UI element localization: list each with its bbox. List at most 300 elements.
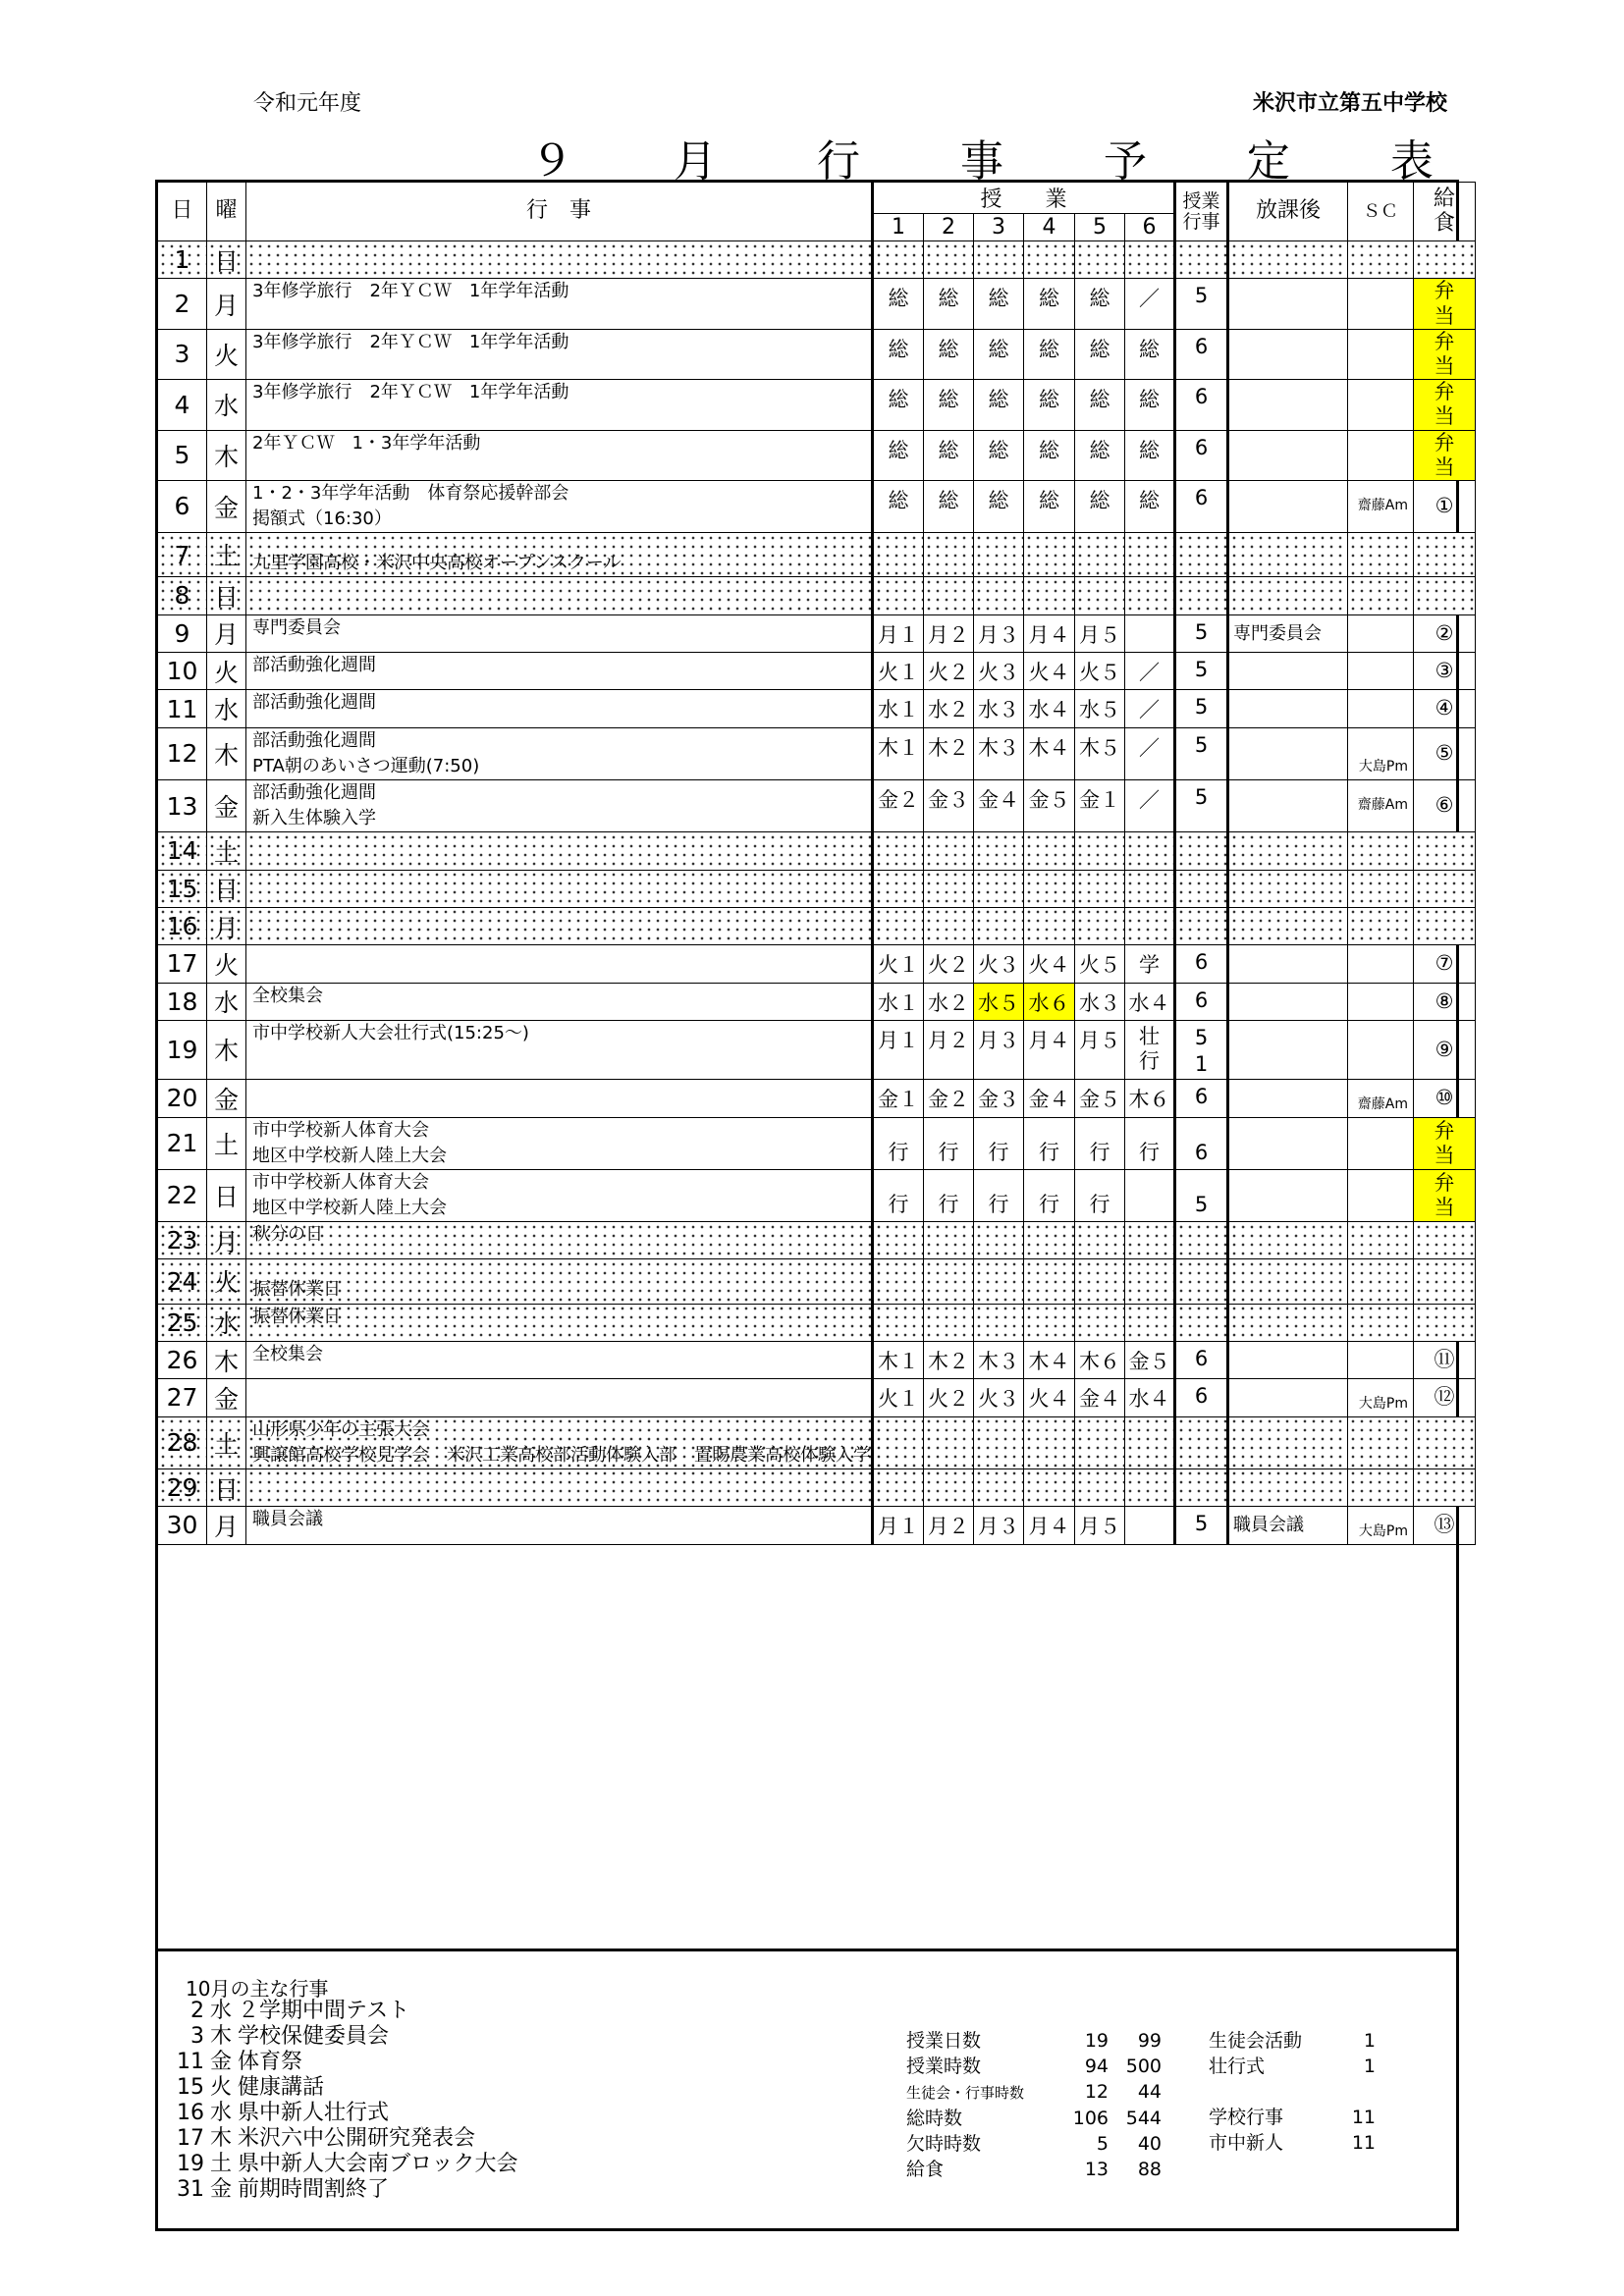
lunch-cell: ⑥ — [1414, 779, 1476, 831]
october-event-item — [173, 2177, 518, 2203]
period-cell: 総 — [1024, 480, 1075, 532]
event-line: 九里学園高校・米沢中央高校オープンスクール — [252, 553, 622, 574]
schedule-row — [158, 241, 1476, 279]
event-cell — [246, 1021, 873, 1080]
period-cell: 火４ — [1024, 1379, 1075, 1416]
day-cell: 10 — [158, 652, 207, 689]
october-event-weekday: 水 — [209, 2101, 232, 2125]
after-school-cell: 職員会議 — [1228, 1507, 1348, 1544]
period-cell — [1075, 907, 1125, 944]
sc-cell — [1348, 1169, 1414, 1221]
october-event-text: 県中新人大会南ブロック大会 — [238, 2152, 518, 2176]
activity-stats-block — [1209, 2028, 1376, 2156]
class-count-cell: 6 — [1175, 1341, 1228, 1378]
event-cell — [246, 241, 873, 279]
period-cell: ／ — [1125, 779, 1175, 831]
period-cell — [974, 1416, 1024, 1468]
weekday-cell: 水 — [207, 380, 246, 430]
period-cell: 総 — [1024, 279, 1075, 329]
schedule-row — [158, 1507, 1476, 1544]
class-count-cell — [1175, 1304, 1228, 1341]
after-school-cell — [1228, 1222, 1348, 1259]
col-header-period: 1 — [873, 214, 924, 241]
class-count-cell: 6 — [1175, 329, 1228, 379]
period-cell: 火４ — [1024, 945, 1075, 983]
period-cell: 火２ — [924, 945, 974, 983]
event-cell — [246, 1117, 873, 1169]
lunch-cell: ⑧ — [1414, 983, 1476, 1020]
weekday-cell: 日 — [207, 241, 246, 279]
period-cell: 金４ — [1024, 1079, 1075, 1117]
period-cell: 総 — [974, 380, 1024, 430]
period-cell: 金２ — [924, 1079, 974, 1117]
after-school-cell — [1228, 241, 1348, 279]
after-school-cell — [1228, 533, 1348, 577]
period-cell: 火４ — [1024, 652, 1075, 689]
october-event-weekday: 金 — [209, 2050, 232, 2074]
period-cell — [1125, 614, 1175, 652]
period-cell — [1024, 533, 1075, 577]
october-event-day: 16 — [177, 2101, 204, 2125]
october-event-weekday: 火 — [209, 2075, 232, 2100]
after-school-cell — [1228, 727, 1348, 779]
after-school-cell: 専門委員会 — [1228, 614, 1348, 652]
event-line: 市中学校新人大会壮行式(15:25～) — [252, 1023, 529, 1044]
october-event-weekday: 土 — [209, 2152, 232, 2176]
class-count-cell: 6 — [1175, 380, 1228, 430]
event-cell — [246, 1507, 873, 1544]
event-line — [252, 533, 871, 551]
period-cell — [1075, 1222, 1125, 1259]
period-cell — [1125, 870, 1175, 907]
event-line: 掲額式（16:30） — [252, 507, 392, 529]
period-cell: 水４ — [1125, 1379, 1175, 1416]
period-cell: 月４ — [1024, 1021, 1075, 1080]
period-cell: 総 — [924, 430, 974, 480]
day-cell: 30 — [158, 1507, 207, 1544]
schedule-row — [158, 480, 1476, 532]
period-cell: 水１ — [873, 690, 924, 727]
period-cell: 総 — [873, 279, 924, 329]
event-line: 地区中学校新人陸上大会 — [252, 1197, 447, 1218]
day-cell: 17 — [158, 945, 207, 983]
october-event-item — [173, 2075, 518, 2101]
event-cell — [246, 430, 873, 480]
weekday-cell: 火 — [207, 1259, 246, 1304]
period-cell: 金５ — [1075, 1079, 1125, 1117]
period-cell: ／ — [1125, 279, 1175, 329]
col-header-after-school: 放課後 — [1228, 183, 1348, 241]
sc-cell — [1348, 380, 1414, 430]
event-line: 秋分の日 — [252, 1224, 323, 1246]
after-school-cell — [1228, 1079, 1348, 1117]
period-cell: 総 — [1075, 430, 1125, 480]
after-school-cell — [1228, 652, 1348, 689]
fiscal-year: 令和元年度 — [253, 91, 362, 116]
period-cell — [974, 577, 1024, 614]
class-count-cell: 6 — [1175, 430, 1228, 480]
school-name: 米沢市立第五中学校 — [1252, 91, 1447, 116]
period-cell — [924, 241, 974, 279]
event-cell — [246, 1222, 873, 1259]
period-cell: 総 — [974, 329, 1024, 379]
period-cell: 火３ — [974, 652, 1024, 689]
class-count-cell — [1175, 907, 1228, 944]
sc-cell: 齋藤Am — [1348, 1079, 1414, 1117]
stat-month-value: 106 — [1072, 2108, 1109, 2129]
schedule-row — [158, 832, 1476, 870]
schedule-row — [158, 690, 1476, 727]
event-cell — [246, 533, 873, 577]
class-count-cell: 5 — [1175, 727, 1228, 779]
weekday-cell: 金 — [207, 1379, 246, 1416]
period-cell — [974, 241, 1024, 279]
class-count-cell: 5 — [1175, 779, 1228, 831]
after-school-cell — [1228, 1468, 1348, 1506]
schedule-row — [158, 279, 1476, 329]
summary-section — [158, 1949, 1456, 2231]
after-school-cell — [1228, 1169, 1348, 1221]
weekday-cell: 月 — [207, 279, 246, 329]
schedule-row — [158, 1259, 1476, 1304]
period-cell: 木４ — [1024, 727, 1075, 779]
period-cell — [974, 1222, 1024, 1259]
class-count-cell: 6 — [1175, 983, 1228, 1020]
activity-stat-row — [1209, 2079, 1376, 2105]
period-cell — [1024, 1416, 1075, 1468]
class-count-cell: 5 — [1175, 690, 1228, 727]
october-event-day: 2 — [190, 1999, 204, 2023]
lunch-cell: ⑬ — [1414, 1507, 1476, 1544]
col-header-event: 行 事 — [246, 183, 873, 241]
event-line: 地区中学校新人陸上大会 — [252, 1145, 447, 1166]
event-cell — [246, 1341, 873, 1378]
after-school-cell — [1228, 1117, 1348, 1169]
period-cell — [924, 1222, 974, 1259]
class-count-cell: 5 — [1175, 1169, 1228, 1221]
day-cell: 20 — [158, 1079, 207, 1117]
lunch-cell: ⑨ — [1414, 1021, 1476, 1080]
period-cell: 水５ — [974, 983, 1024, 1020]
after-school-cell — [1228, 480, 1348, 532]
stat-total-value: 500 — [1125, 2056, 1162, 2077]
period-cell — [1075, 241, 1125, 279]
stat-label: 授業時数 — [906, 2056, 982, 2077]
stat-total-value: 88 — [1137, 2159, 1162, 2180]
lunch-cell: 弁 当 — [1414, 279, 1476, 329]
day-cell: 11 — [158, 690, 207, 727]
event-line: 振替休業日 — [252, 1279, 341, 1301]
period-cell — [974, 832, 1024, 870]
activity-stat-label: 壮行式 — [1209, 2056, 1266, 2077]
period-cell — [1125, 907, 1175, 944]
day-cell: 23 — [158, 1222, 207, 1259]
period-cell: 木１ — [873, 727, 924, 779]
event-line: 3年修学旅行 2年ＹＣＷ 1年学年活動 — [252, 382, 569, 403]
october-event-day: 11 — [177, 2050, 204, 2074]
lunch-cell — [1414, 1468, 1476, 1506]
day-cell: 15 — [158, 870, 207, 907]
period-cell — [1075, 1468, 1125, 1506]
period-cell — [873, 1259, 924, 1304]
schedule-row — [158, 1021, 1476, 1080]
period-cell — [1024, 870, 1075, 907]
schedule-row — [158, 329, 1476, 379]
period-cell — [1075, 1416, 1125, 1468]
period-cell — [1024, 1259, 1075, 1304]
october-event-item — [173, 1999, 518, 2024]
period-cell — [1125, 241, 1175, 279]
class-count-cell — [1175, 1222, 1228, 1259]
after-school-cell — [1228, 1379, 1348, 1416]
period-cell: 水６ — [1024, 983, 1075, 1020]
period-cell: ／ — [1125, 690, 1175, 727]
day-cell: 14 — [158, 832, 207, 870]
activity-stat-value: 11 — [1351, 2132, 1376, 2154]
event-cell — [246, 832, 873, 870]
sc-cell — [1348, 1222, 1414, 1259]
october-event-weekday: 木 — [209, 2024, 232, 2049]
event-cell — [246, 727, 873, 779]
period-cell: 総 — [873, 380, 924, 430]
schedule-row — [158, 983, 1476, 1020]
period-cell — [924, 1416, 974, 1468]
event-cell — [246, 1169, 873, 1221]
activity-stat-label: 市中新人 — [1209, 2132, 1284, 2154]
period-cell: 行 — [1075, 1169, 1125, 1221]
event-cell — [246, 329, 873, 379]
day-cell: 22 — [158, 1169, 207, 1221]
period-cell — [1125, 1222, 1175, 1259]
period-cell — [1075, 533, 1125, 577]
day-cell: 6 — [158, 480, 207, 532]
october-event-text: 米沢六中公開研究発表会 — [238, 2126, 476, 2151]
after-school-cell — [1228, 279, 1348, 329]
lunch-cell — [1414, 1416, 1476, 1468]
lunch-cell: ⑫ — [1414, 1379, 1476, 1416]
sc-cell — [1348, 652, 1414, 689]
stat-row — [906, 2079, 1162, 2106]
period-cell — [924, 577, 974, 614]
class-count-cell: 6 — [1175, 1079, 1228, 1117]
weekday-cell: 月 — [207, 907, 246, 944]
weekday-cell: 木 — [207, 1341, 246, 1378]
october-event-item — [173, 2101, 518, 2126]
stat-month-value: 13 — [1084, 2159, 1109, 2180]
period-cell: 総 — [924, 279, 974, 329]
activity-stat-row — [1209, 2054, 1376, 2079]
col-header-period: 4 — [1024, 214, 1075, 241]
period-cell — [873, 1416, 924, 1468]
event-cell — [246, 1416, 873, 1468]
weekday-cell: 月 — [207, 1222, 246, 1259]
event-cell — [246, 779, 873, 831]
col-header-classes: 授 業 — [873, 183, 1175, 214]
lunch-cell: 弁 当 — [1414, 1117, 1476, 1169]
schedule-row — [158, 945, 1476, 983]
after-school-cell — [1228, 1021, 1348, 1080]
day-cell: 26 — [158, 1341, 207, 1378]
lunch-cell — [1414, 533, 1476, 577]
october-event-weekday: 金 — [209, 2177, 232, 2202]
schedule-row — [158, 727, 1476, 779]
stat-month-value: 94 — [1084, 2056, 1109, 2077]
period-cell — [873, 870, 924, 907]
period-cell — [873, 533, 924, 577]
schedule-row — [158, 380, 1476, 430]
class-count-cell — [1175, 832, 1228, 870]
stat-label: 生徒会・行事時数 — [906, 2084, 1025, 2102]
day-cell: 7 — [158, 533, 207, 577]
schedule-row — [158, 1341, 1476, 1378]
day-cell: 19 — [158, 1021, 207, 1080]
period-cell: 総 — [873, 430, 924, 480]
lunch-cell: ⑩ — [1414, 1079, 1476, 1117]
lunch-cell — [1414, 907, 1476, 944]
weekday-cell: 木 — [207, 430, 246, 480]
october-title: 10月の主な行事 — [186, 1977, 329, 2001]
stat-month-value: 5 — [1096, 2133, 1109, 2155]
period-cell: 月２ — [924, 614, 974, 652]
col-header-period: 5 — [1075, 214, 1125, 241]
stat-row — [906, 2054, 1162, 2079]
day-cell: 4 — [158, 380, 207, 430]
sc-cell — [1348, 1117, 1414, 1169]
after-school-cell — [1228, 945, 1348, 983]
class-count-cell — [1175, 1259, 1228, 1304]
lunch-cell — [1414, 1259, 1476, 1304]
lunch-cell — [1414, 832, 1476, 870]
sc-cell — [1348, 690, 1414, 727]
period-cell: 火１ — [873, 1379, 924, 1416]
period-cell — [1024, 241, 1075, 279]
stat-total-value: 544 — [1125, 2108, 1162, 2129]
period-cell: 行 — [974, 1117, 1024, 1169]
period-cell: 月３ — [974, 1021, 1024, 1080]
event-line: 職員会議 — [252, 1509, 323, 1530]
sc-cell — [1348, 614, 1414, 652]
sc-cell — [1348, 1468, 1414, 1506]
period-cell: 行 — [1125, 1117, 1175, 1169]
period-cell: 行 — [974, 1169, 1024, 1221]
after-school-cell — [1228, 983, 1348, 1020]
period-cell: 行 — [873, 1117, 924, 1169]
event-line: 部活動強化週間 — [252, 692, 376, 714]
sc-cell — [1348, 870, 1414, 907]
schedule-row — [158, 1079, 1476, 1117]
col-header-period: 6 — [1125, 214, 1175, 241]
class-count-cell: 5 — [1175, 652, 1228, 689]
period-cell: 金５ — [1125, 1341, 1175, 1378]
october-event-item — [173, 2050, 518, 2075]
october-event-item — [173, 2126, 518, 2152]
period-cell: 月３ — [974, 614, 1024, 652]
period-cell: 月２ — [924, 1021, 974, 1080]
event-cell — [246, 480, 873, 532]
event-line: 部活動強化週間 — [252, 781, 376, 803]
period-cell: 月４ — [1024, 614, 1075, 652]
period-cell — [1125, 1259, 1175, 1304]
october-event-item — [173, 2152, 518, 2177]
period-cell: 総 — [924, 380, 974, 430]
period-cell: 木３ — [974, 727, 1024, 779]
period-cell — [873, 577, 924, 614]
period-cell: 行 — [924, 1117, 974, 1169]
period-cell: 火２ — [924, 1379, 974, 1416]
period-cell: 火２ — [924, 652, 974, 689]
weekday-cell: 水 — [207, 1304, 246, 1341]
period-cell: 月４ — [1024, 1507, 1075, 1544]
day-cell: 18 — [158, 983, 207, 1020]
period-cell: 木５ — [1075, 727, 1125, 779]
period-cell: 総 — [974, 430, 1024, 480]
event-cell — [246, 279, 873, 329]
event-cell — [246, 1079, 873, 1117]
day-cell: 28 — [158, 1416, 207, 1468]
lunch-cell: 弁 当 — [1414, 380, 1476, 430]
class-count-cell — [1175, 533, 1228, 577]
period-cell: 火１ — [873, 945, 924, 983]
period-cell — [1125, 1169, 1175, 1221]
event-cell — [246, 690, 873, 727]
period-cell: 金３ — [974, 1079, 1024, 1117]
class-count-cell — [1175, 1416, 1228, 1468]
event-line: 市中学校新人体育大会 — [252, 1119, 429, 1141]
period-cell: 総 — [1125, 430, 1175, 480]
event-line: 興譲館高校学校見学会 米沢工業高校部活動体験入部 置賜農業高校体験入学 — [252, 1444, 871, 1466]
period-cell: 月１ — [873, 1507, 924, 1544]
day-cell: 5 — [158, 430, 207, 480]
event-cell — [246, 577, 873, 614]
sc-cell: 齋藤Am — [1348, 779, 1414, 831]
period-cell — [924, 1259, 974, 1304]
period-cell — [1024, 832, 1075, 870]
lunch-cell: ① — [1414, 480, 1476, 532]
sc-cell — [1348, 983, 1414, 1020]
schedule-row — [158, 907, 1476, 944]
period-cell — [1075, 577, 1125, 614]
period-cell: 総 — [924, 329, 974, 379]
period-cell: 学 — [1125, 945, 1175, 983]
period-cell — [974, 533, 1024, 577]
period-cell: 月５ — [1075, 1021, 1125, 1080]
class-count-cell: 6 — [1175, 1117, 1228, 1169]
schedule-row — [158, 533, 1476, 577]
event-cell — [246, 907, 873, 944]
period-cell — [1125, 1507, 1175, 1544]
event-line: 全校集会 — [252, 1343, 323, 1364]
period-cell: 火１ — [873, 652, 924, 689]
event-cell — [246, 652, 873, 689]
class-count-cell: 5 — [1175, 614, 1228, 652]
period-cell: 水３ — [974, 690, 1024, 727]
sc-cell: 大島Pm — [1348, 1507, 1414, 1544]
schedule-row — [158, 1222, 1476, 1259]
weekday-cell: 日 — [207, 1468, 246, 1506]
schedule-row — [158, 1169, 1476, 1221]
period-cell: 月１ — [873, 614, 924, 652]
after-school-cell — [1228, 380, 1348, 430]
period-cell: 金１ — [873, 1079, 924, 1117]
col-header-lunch: 給 食 — [1414, 183, 1476, 241]
day-cell: 8 — [158, 577, 207, 614]
day-cell: 9 — [158, 614, 207, 652]
period-cell — [873, 1468, 924, 1506]
october-event-text: 健康講話 — [238, 2075, 325, 2100]
sc-cell — [1348, 1341, 1414, 1378]
schedule-row — [158, 430, 1476, 480]
period-cell — [1125, 1304, 1175, 1341]
